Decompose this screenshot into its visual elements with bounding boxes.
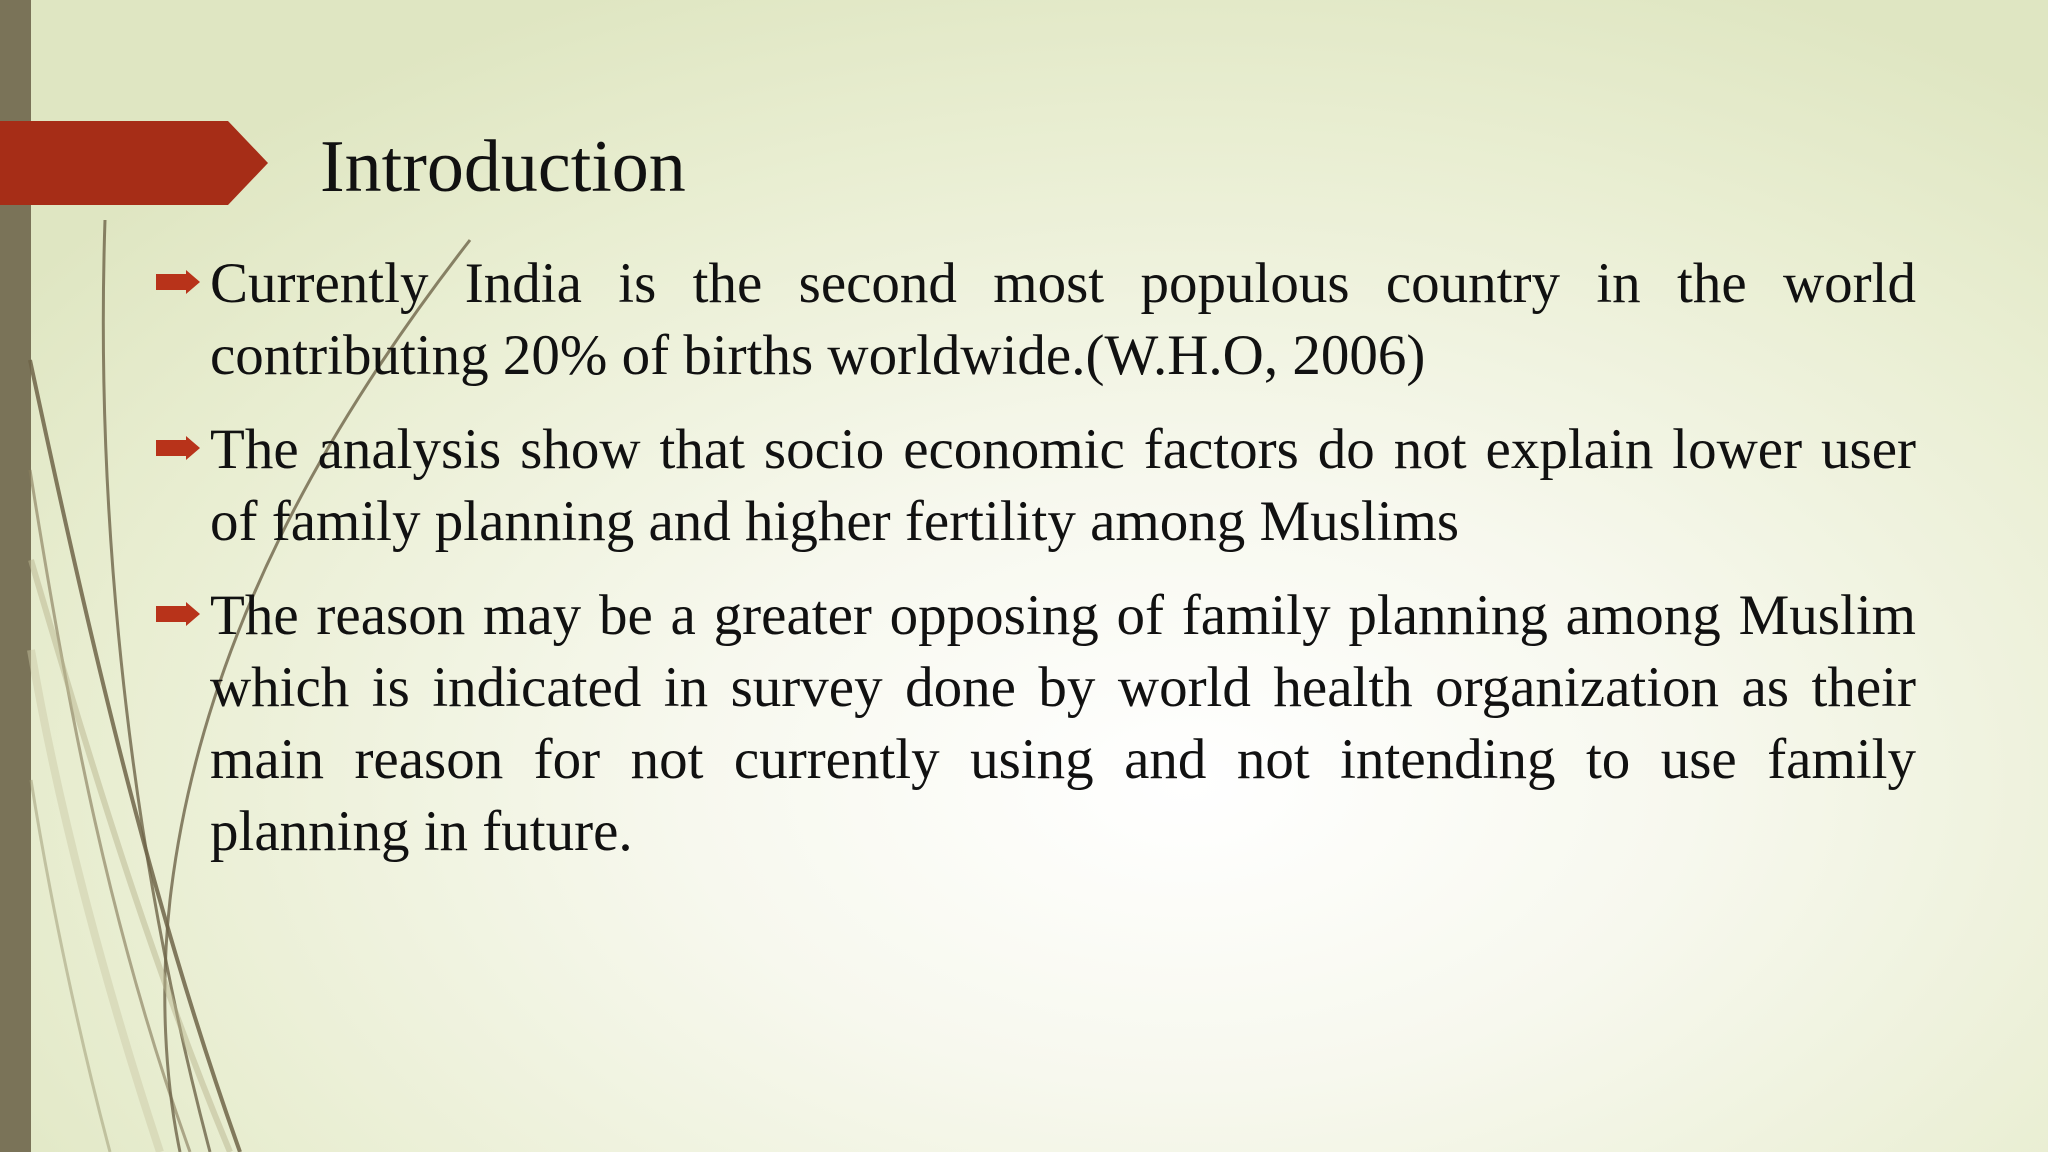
arrow-bullet-icon (156, 436, 200, 460)
arrow-bullet-icon (156, 602, 200, 626)
bullet-text: The reason may be a greater opposing of family planning among Muslim which is indicated in survey done by world health organization as their main reason for not currently using and not intending to use family planning in future. (210, 584, 1916, 863)
bullet-text: The analysis show that socio economic factors do not explain lower user of family planning and higher fertility among Muslims (210, 418, 1916, 553)
bullet-list (152, 248, 1916, 890)
grass-stroke-7 (31, 780, 110, 1152)
bullet-item (152, 414, 1916, 558)
grass-stroke-6 (31, 650, 160, 1152)
arrow-banner-icon (0, 121, 268, 205)
arrow-bullet-icon (156, 270, 200, 294)
bullet-item (152, 248, 1916, 392)
bullet-text: Currently India is the second most populous country in the world contributing 20% of births worldwide.(W.H.O, 2006) (210, 252, 1916, 387)
bullet-item (152, 580, 1916, 868)
slide-title: Introduction (320, 126, 686, 208)
